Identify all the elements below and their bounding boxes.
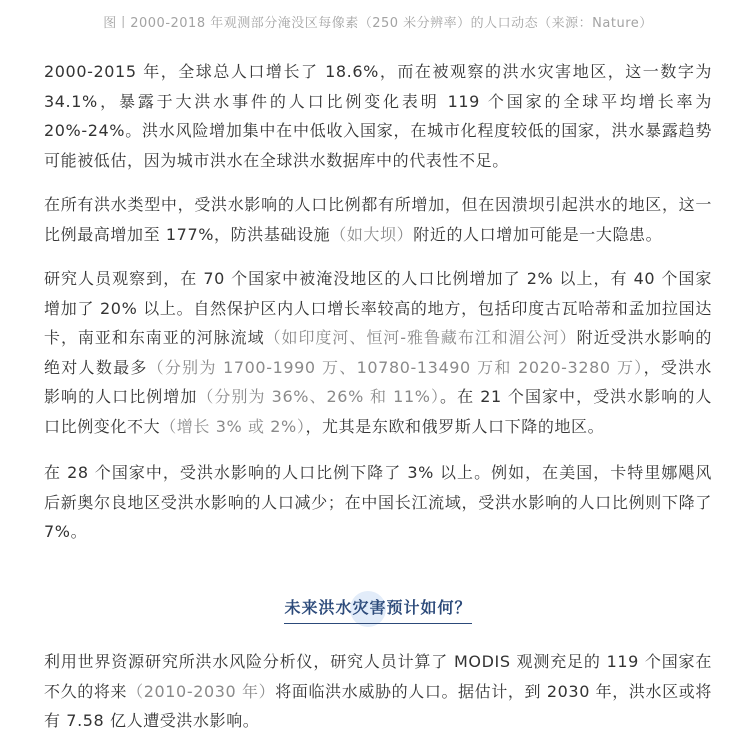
paragraph-text: 将面临洪水威胁的人口。据估计，到 2030 年，洪水区或将有 7.58 亿人遭受洪水影响。 — [44, 681, 712, 730]
section-heading-text: 未来洪水灾害预计如何？ — [284, 598, 472, 617]
paragraph-note: （如印度河、恒河-雅鲁藏布江和湄公河） — [264, 328, 577, 347]
paragraph-note: （如大坝） — [330, 224, 414, 244]
paragraph-future-projection — [44, 647, 712, 736]
paragraph-population-decline: 在 28 个国家中，受洪水影响的人口比例下降了 3% 以上。例如，在美国，卡特里娜飓风后新奥尔良地区受洪水影响的人口减少；在中国长江流域，受洪水影响的人口比例则下降了 7%。 — [44, 463, 712, 541]
paragraph-text: ，受洪水影响的人口比例增加 — [44, 357, 712, 406]
section-heading-container — [0, 595, 756, 624]
paragraph-text: 附近的人口增加可能是一大隐患。 — [413, 224, 663, 244]
section-heading — [284, 595, 471, 624]
paragraph-country-observations — [44, 264, 712, 441]
paragraph-text: ，尤其是东欧和俄罗斯人口下降的地区。 — [305, 416, 605, 436]
heading-underline — [284, 623, 471, 624]
paragraph-text: 研究人员观察到，在 70 个国家中被淹没地区的人口比例增加了 2% 以上，有 40 个国家增加了 20% 以上。自然保护区内人口增长率较高的地方，包括印度古瓦哈蒂和孟加拉国达卡，南亚和东南亚的河脉流域 — [44, 269, 712, 347]
paragraph-note: （增长 3% 或 2%） — [160, 416, 306, 436]
paragraph-note: （2010-2030 年） — [127, 681, 276, 701]
paragraph-note: （分别为 1700-1990 万、10780-13490 万和 2020-3280 万） — [147, 357, 644, 377]
paragraph-text: 利用世界资源研究所洪水风险分析仪，研究人员计算了 MODIS 观测充足的 119 个国家在不久的将来 — [44, 652, 712, 701]
paragraph-text: 附近受洪水影响的绝对人数最多 — [44, 328, 712, 377]
paragraph-population-growth: 2000-2015 年，全球总人口增长了 18.6%，而在被观察的洪水灾害地区，这一数字为 34.1%，暴露于大洪水事件的人口比例变化表明 119 个国家的全球平均增长率为 20%-24%。洪水风险增加集中在中低收入国家，在城市化程度较低的国家，洪水暴露趋势可能被低估，因为城市洪水在全球洪水数据库中的代表性不足。 — [44, 62, 712, 170]
paragraph-flood-types — [44, 190, 712, 249]
paragraph-text: 在所有洪水类型中，受洪水影响的人口比例都有所增加，但在因溃坝引起洪水的地区，这一比例最高增加至 177%，防洪基础设施 — [44, 195, 712, 244]
image-caption: 图丨2000-2018 年观测部分淹没区每像素（250 米分辨率）的人口动态（来源：Nature） — [103, 16, 653, 31]
paragraph-text: 。在 21 个国家中，受洪水影响的人口比例变化不大 — [44, 387, 712, 436]
paragraph-note: （分别为 36%、26% 和 11%） — [197, 387, 441, 406]
